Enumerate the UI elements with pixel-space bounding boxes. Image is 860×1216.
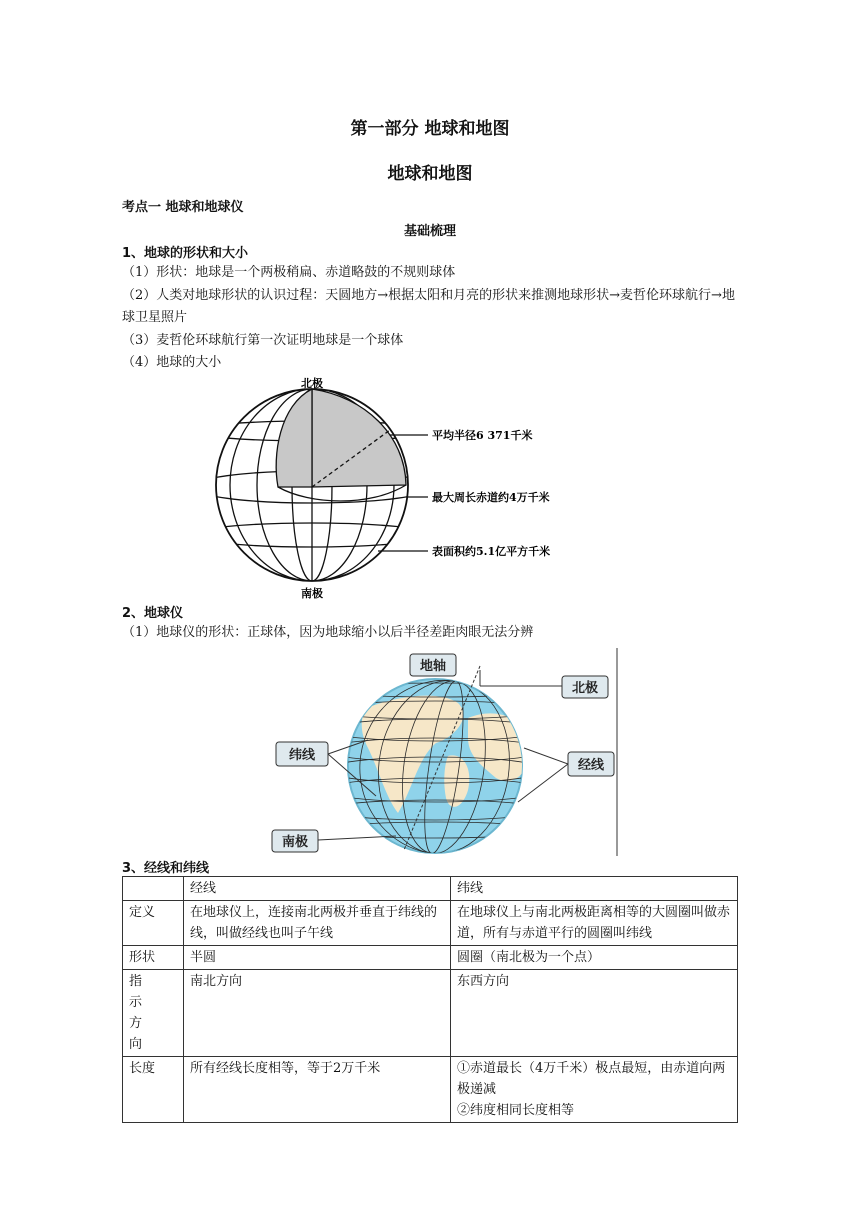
globe-north-label: 北极 [571,681,599,696]
parallel-cell: 东西方向 [451,970,738,1057]
meridian-cell: 所有经线长度相等，等于2万千米 [184,1057,451,1123]
table-header-cell: 纬线 [451,877,738,901]
meridian-label: 经线 [577,758,605,773]
earth-size-diagram [200,375,600,600]
table-row [123,1057,738,1123]
page-title: 第一部分 地球和地图 [350,119,510,139]
parallel-cell: 在地球仪上与南北两极距离相等的大圆圈叫做赤道，所有与赤道平行的圆圈叫纬线 [451,901,738,946]
north-pole-label: 北极 [301,377,323,390]
meridian-cell: 南北方向 [184,970,451,1057]
south-pole-label: 南极 [301,587,323,600]
row-label: 指示方向 [123,970,184,1057]
parallel-cell [451,1057,738,1123]
parallel-label: 纬线 [288,748,316,763]
page-subtitle: 地球和地图 [387,164,473,184]
comparison-table [122,876,738,1123]
parallel-length-line-1: ①赤道最长（4万千米）极点最短，由赤道向两极递减 [457,1061,726,1097]
meridian-cell: 半圆 [184,946,451,970]
table-header-cell: 经线 [184,877,451,901]
radius-label: 平均半径6 371千米 [432,429,533,442]
review-heading: 基础梳理 [403,224,456,239]
section2-heading: 2、地球仪 [122,606,184,621]
globe-south-label: 南极 [281,835,309,850]
meridian-cell: 在地球仪上，连接南北两极并垂直于纬线的线，叫做经线也叫子午线 [184,901,451,946]
parallel-length-line-2: ②纬度相同长度相等 [457,1103,575,1118]
circumference-label: 最大周长赤道约4万千米 [432,491,550,504]
section1-heading: 1、地球的形状和大小 [122,246,249,261]
table-row [123,946,738,970]
section1-item-4: （4）地球的大小 [122,355,222,370]
row-label: 形状 [123,946,184,970]
section2-item-1: （1）地球仪的形状：正球体，因为地球缩小以后半径差距肉眼无法分辨 [122,625,534,640]
globe-diagram [268,648,620,856]
parallel-cell: 圆圈（南北极为一个点） [451,946,738,970]
topic-heading: 考点一 地球和地球仪 [122,200,244,215]
table-header-row [123,877,738,901]
area-label: 表面积约5.1亿平方千米 [432,545,551,558]
row-label: 长度 [123,1057,184,1123]
section1-item-3: （3）麦哲伦环球航行第一次证明地球是一个球体 [122,333,404,348]
section1-item-1: （1）形状：地球是一个两极稍扁、赤道略鼓的不规则球体 [122,265,456,280]
section3-heading: 3、经线和纬线 [122,861,210,876]
row-label: 定义 [123,901,184,946]
axis-label: 地轴 [419,659,447,674]
table-header-cell [123,877,184,901]
section1-item-2: （2）人类对地球形状的认识过程：天圆地方→根据太阳和月亮的形状来推测地球形状→麦哲伦环球航行→地球卫星照片 [122,288,735,325]
table-row [123,970,738,1057]
table-row [123,901,738,946]
